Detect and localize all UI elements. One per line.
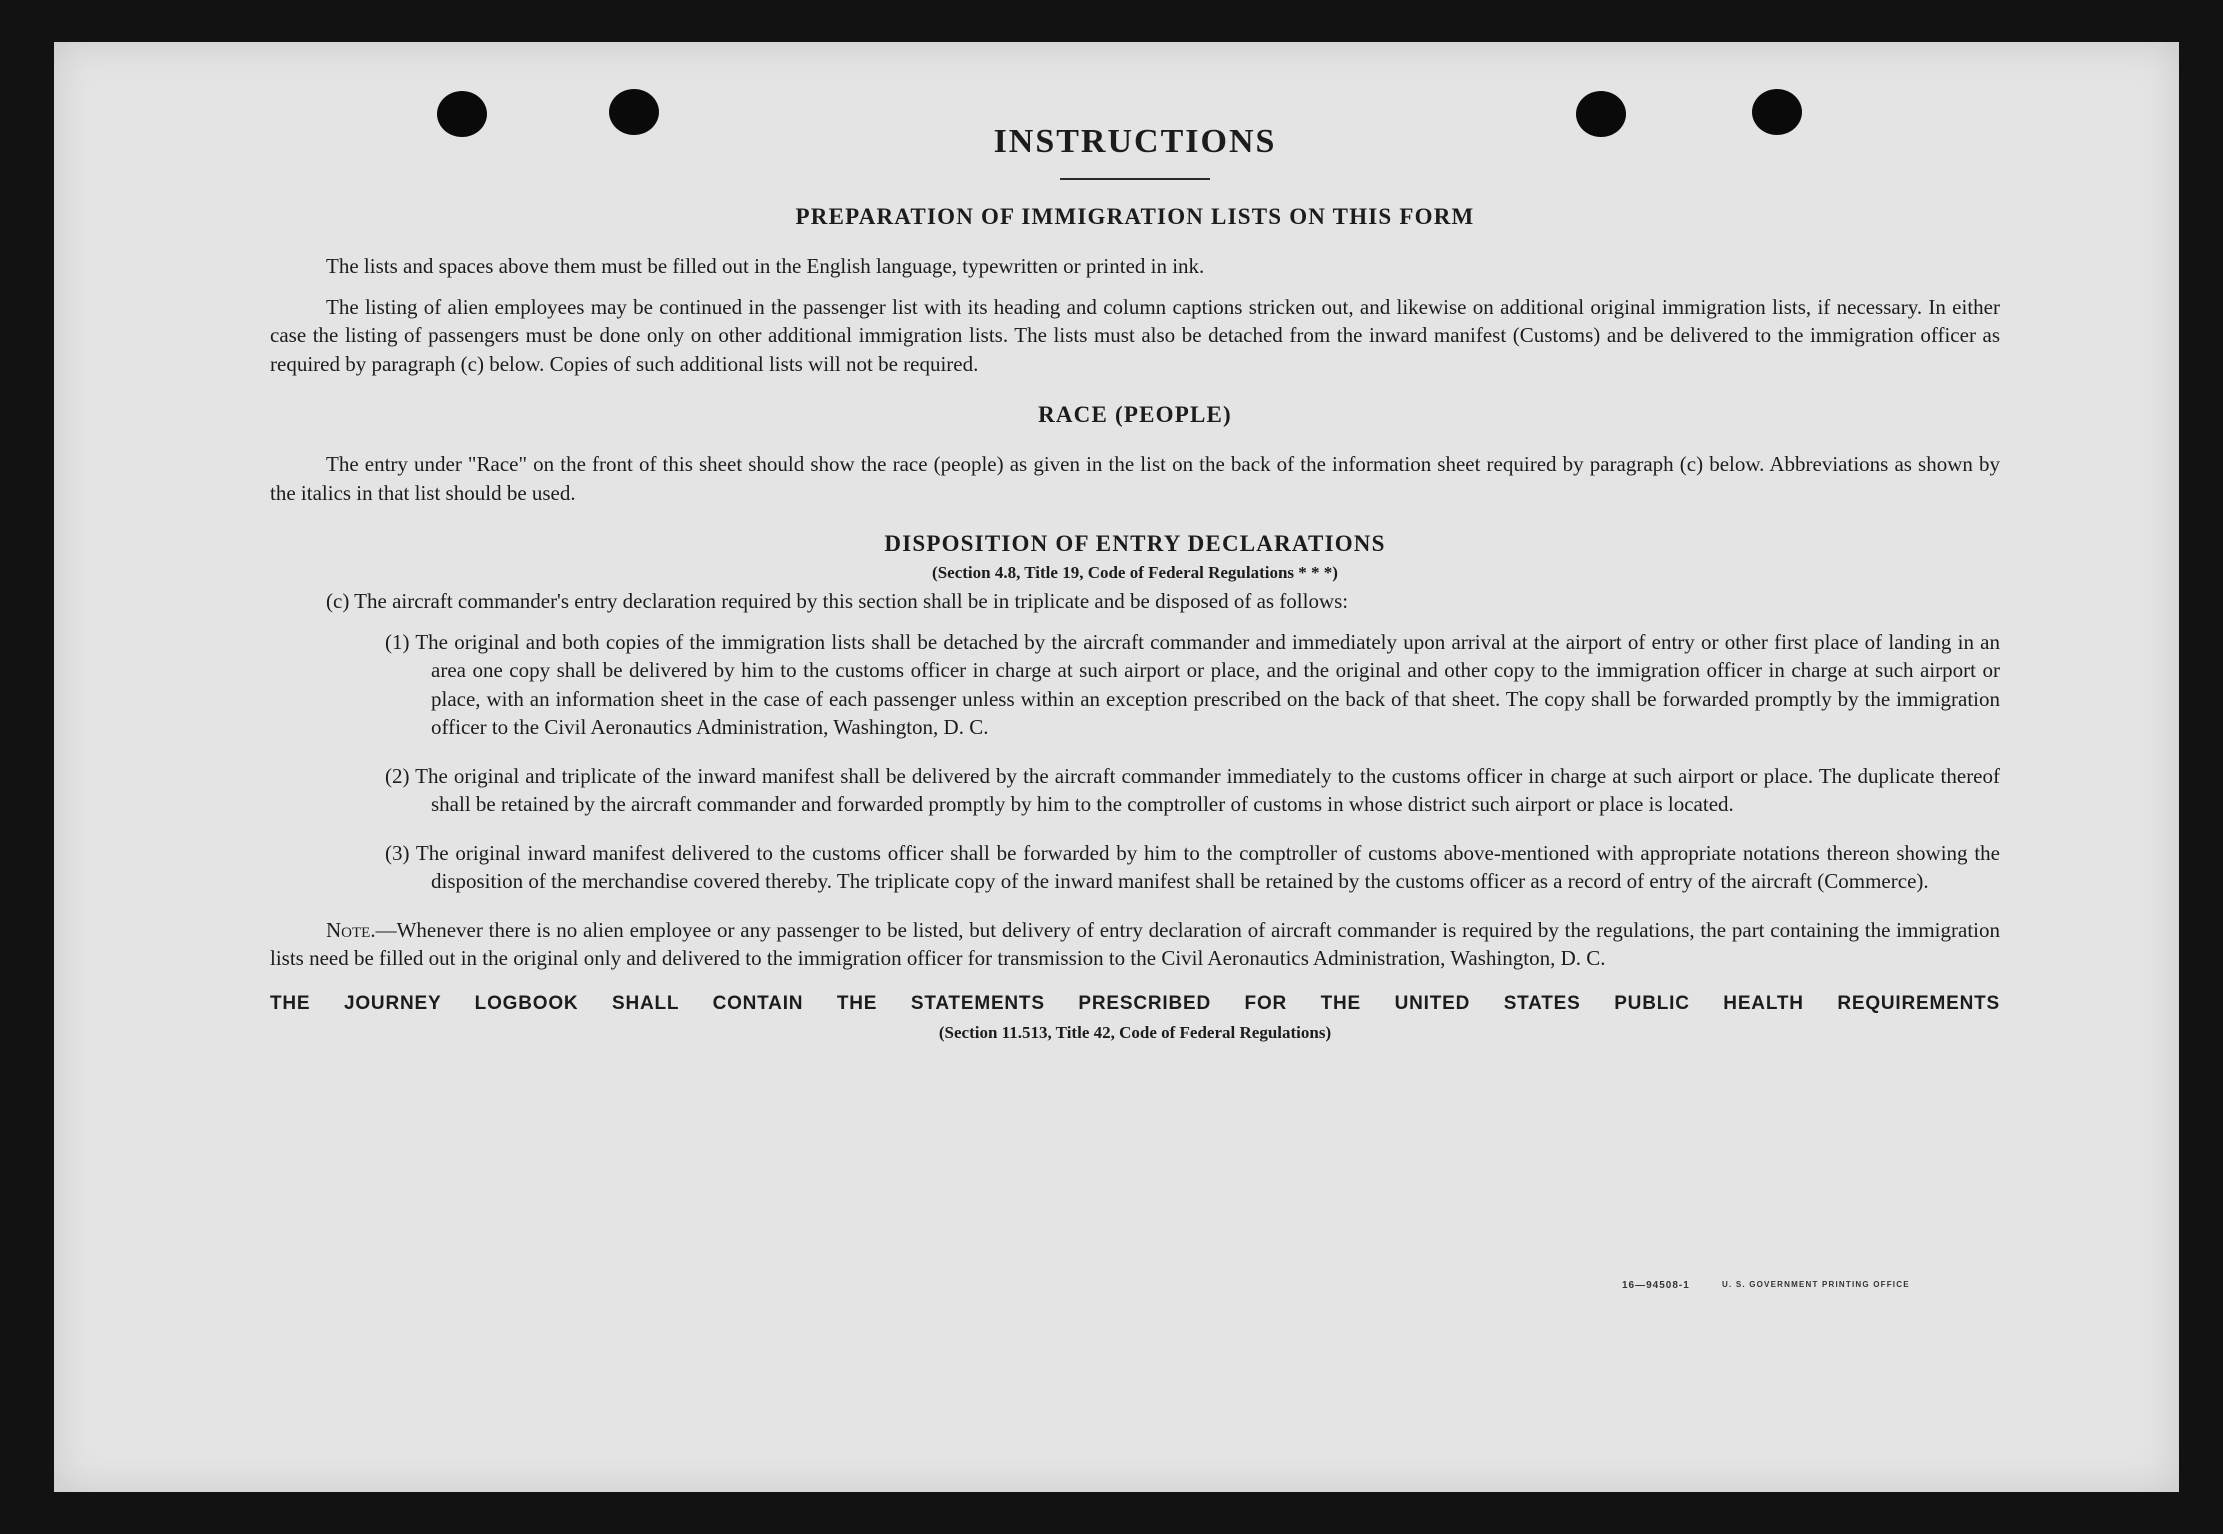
printing-office-imprint: U. S. GOVERNMENT PRINTING OFFICE xyxy=(1722,1280,1910,1289)
paragraph-alien-employees: The listing of alien employees may be continued in the passenger list with its heading and column captions stricken out, and likewise on additional original immigration lists, if necessary. In either case the listing of passengers must be done only on other additional immigration lists. The lists must also be detached from the inward manifest (Customs) and be delivered to the immigration officer as required by paragraph (c) below. Copies of such additional lists will not be required. xyxy=(270,294,2000,376)
note-text: —Whenever there is no alien employee or any passenger to be listed, but delivery of entry declaration of aircraft commander is required by the regulations, the part containing the immigration lists need be filled out in the original only and delivered to the immigration officer for transmission to the Civil Aeronautics Administration, Washington, D. C. xyxy=(270,917,2000,970)
form-print-code: 16—94508-1 xyxy=(1622,1280,1690,1291)
page-title: INSTRUCTIONS xyxy=(993,123,1277,160)
list-item: (3) The original inward manifest delivered to the customs officer shall be forwarded by him to the comptroller of customs above-mentioned with appropriate notations thereon showing the disposition of the merchandise covered thereby. The triplicate copy of the inward manifest shall be retained by the customs officer as a record of entry of the aircraft (Commerce). xyxy=(385,840,2000,893)
citation-title-19: (Section 4.8, Title 19, Code of Federal Regulations * * *) xyxy=(932,563,1338,582)
heading-disposition: DISPOSITION OF ENTRY DECLARATIONS xyxy=(884,531,1386,556)
paragraph-language: The lists and spaces above them must be filled out in the English language, typewritten or printed in ink. xyxy=(326,254,1205,278)
instructions-text xyxy=(270,110,2000,1047)
note-label: Note. xyxy=(326,917,376,942)
paragraph-race: The entry under "Race" on the front of this sheet should show the race (people) as given in the list on the back of the information sheet required by paragraph (c) below. Abbreviations as shown by the italics in that list should be used. xyxy=(270,452,2000,505)
heading-race: RACE (PEOPLE) xyxy=(1038,402,1232,427)
list-item: (1) The original and both copies of the immigration lists shall be detached by the aircraft commander and immediately upon arrival at the airport of entry or other first place of landing in an area one copy shall be delivered by him to the customs officer in charge at such airport or place, and the original and other copy to the immigration officer in charge at such airport or place, with an information sheet in the case of each passenger unless within an exception prescribed on the back of that sheet. The copy shall be forwarded promptly by the immigration officer to the Civil Aeronautics Administration, Washington, D. C. xyxy=(385,629,2000,739)
paragraph-disposition-intro: (c) The aircraft commander's entry declaration required by this section shall be in triplicate and be disposed of as follows: xyxy=(326,589,1349,613)
title-underline xyxy=(1060,178,1210,180)
health-requirements-statement: THE JOURNEY LOGBOOK SHALL CONTAIN THE STATEMENTS PRESCRIBED FOR THE UNITED STATES PUBLIC HEALTH REQUIREMENTS xyxy=(270,992,2000,1014)
list-item: (2) The original and triplicate of the inward manifest shall be delivered by the aircraft commander immediately to the customs officer in charge at such airport or place. The duplicate thereof shall be retained by the aircraft commander and forwarded promptly by him to the comptroller of customs in whose district such airport or place is located. xyxy=(385,763,2000,816)
heading-preparation: PREPARATION OF IMMIGRATION LISTS ON THIS FORM xyxy=(795,204,1475,229)
note-paragraph xyxy=(270,916,2000,973)
citation-title-42: (Section 11.513, Title 42, Code of Federal Regulations) xyxy=(938,1022,1332,1042)
disposition-list xyxy=(270,628,2000,896)
